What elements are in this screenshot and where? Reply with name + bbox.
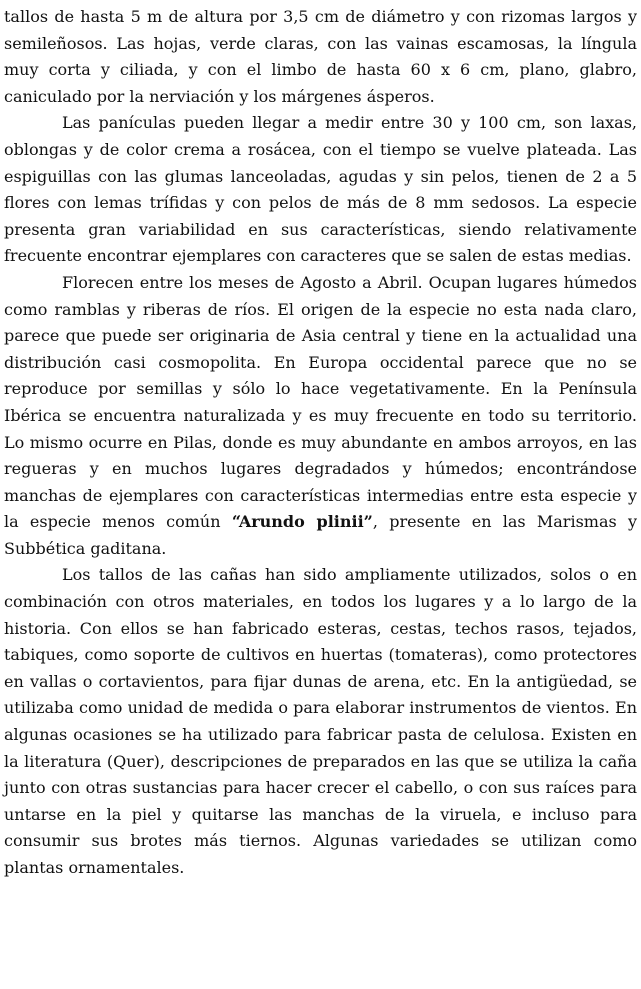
paragraph-uses: Los tallos de las cañas han sido ampliamente utilizados, solos o en combinación con otros materiales, en todos los lugares y a lo largo de la historia. Con ellos se han fabricado esteras, cestas, techos rasos, tejados, tabiques, como soporte de cultivos en huertas (tomateras), como protectores en vallas o cortavientos, para fijar dunas de arena, etc. En la antigüedad, se utilizaba como unidad de medida o para elaborar instrumentos de vientos. En algunas ocasiones se ha utilizado para fabricar pasta de celulosa. Existen en la literatura (Quer), descripciones de preparados en las que se utiliza la caña junto con otras sustancias para hacer crecer el cabello, o con sus raíces para untarse en la piel y quitarse las manchas de la viruela, e incluso para consumir sus brotes más tiernos. Algunas variedades se utilizan como plantas ornamentales. <box>4 565 637 877</box>
paragraph-panicles: Las panículas pueden llegar a medir entre 30 y 100 cm, son laxas, oblongas y de color crema a rosácea, con el tiempo se vuelve plateada. Las espiguillas con las glumas lanceoladas, agudas y sin pelos, tienen de 2 a 5 flores con lemas trífidas y con pelos de más de 8 mm sedosos. La especie presenta gran variabilidad en sus características, siendo relativamente frecuente encontrar ejemplares con caracteres que se salen de estas medias. <box>4 113 637 266</box>
paragraph-distribution <box>4 270 637 563</box>
distribution-text-after: , presente en las Marismas y Subbética gaditana. <box>4 512 638 558</box>
paragraph-stem-leaves: tallos de hasta 5 m de altura por 3,5 cm de diámetro y con rizomas largos y semileñosos. Las hojas, verde claras, con las vainas escamosas, la língula muy corta y ciliada, y con el limbo de hasta 60 x 6 cm, plano, glabro, caniculado por la nerviación y los márgenes ásperos. <box>4 7 637 106</box>
species-name-arundo-plinii: “Arundo plinii” <box>231 512 373 532</box>
document-page <box>4 4 637 882</box>
distribution-text-before: Florecen entre los meses de Agosto a Abril. Ocupan lugares húmedos como ramblas y riberas de ríos. El origen de la especie no esta nada claro, parece que puede ser originaria de Asia central y tiene en la actualidad una distribución casi cosmopolita. En Europa occidental parece que no se reproduce por semillas y sólo lo hace vegetativamente. En la Península Ibérica se encuentra naturalizada y es muy frecuente en todo su territorio. Lo mismo ocurre en Pilas, donde es muy abundante en ambos arroyos, en las regueras y en muchos lugares degradados y húmedos; encontrándose manchas de ejemplares con características intermedias entre esta especie y la especie menos común <box>4 272 637 532</box>
